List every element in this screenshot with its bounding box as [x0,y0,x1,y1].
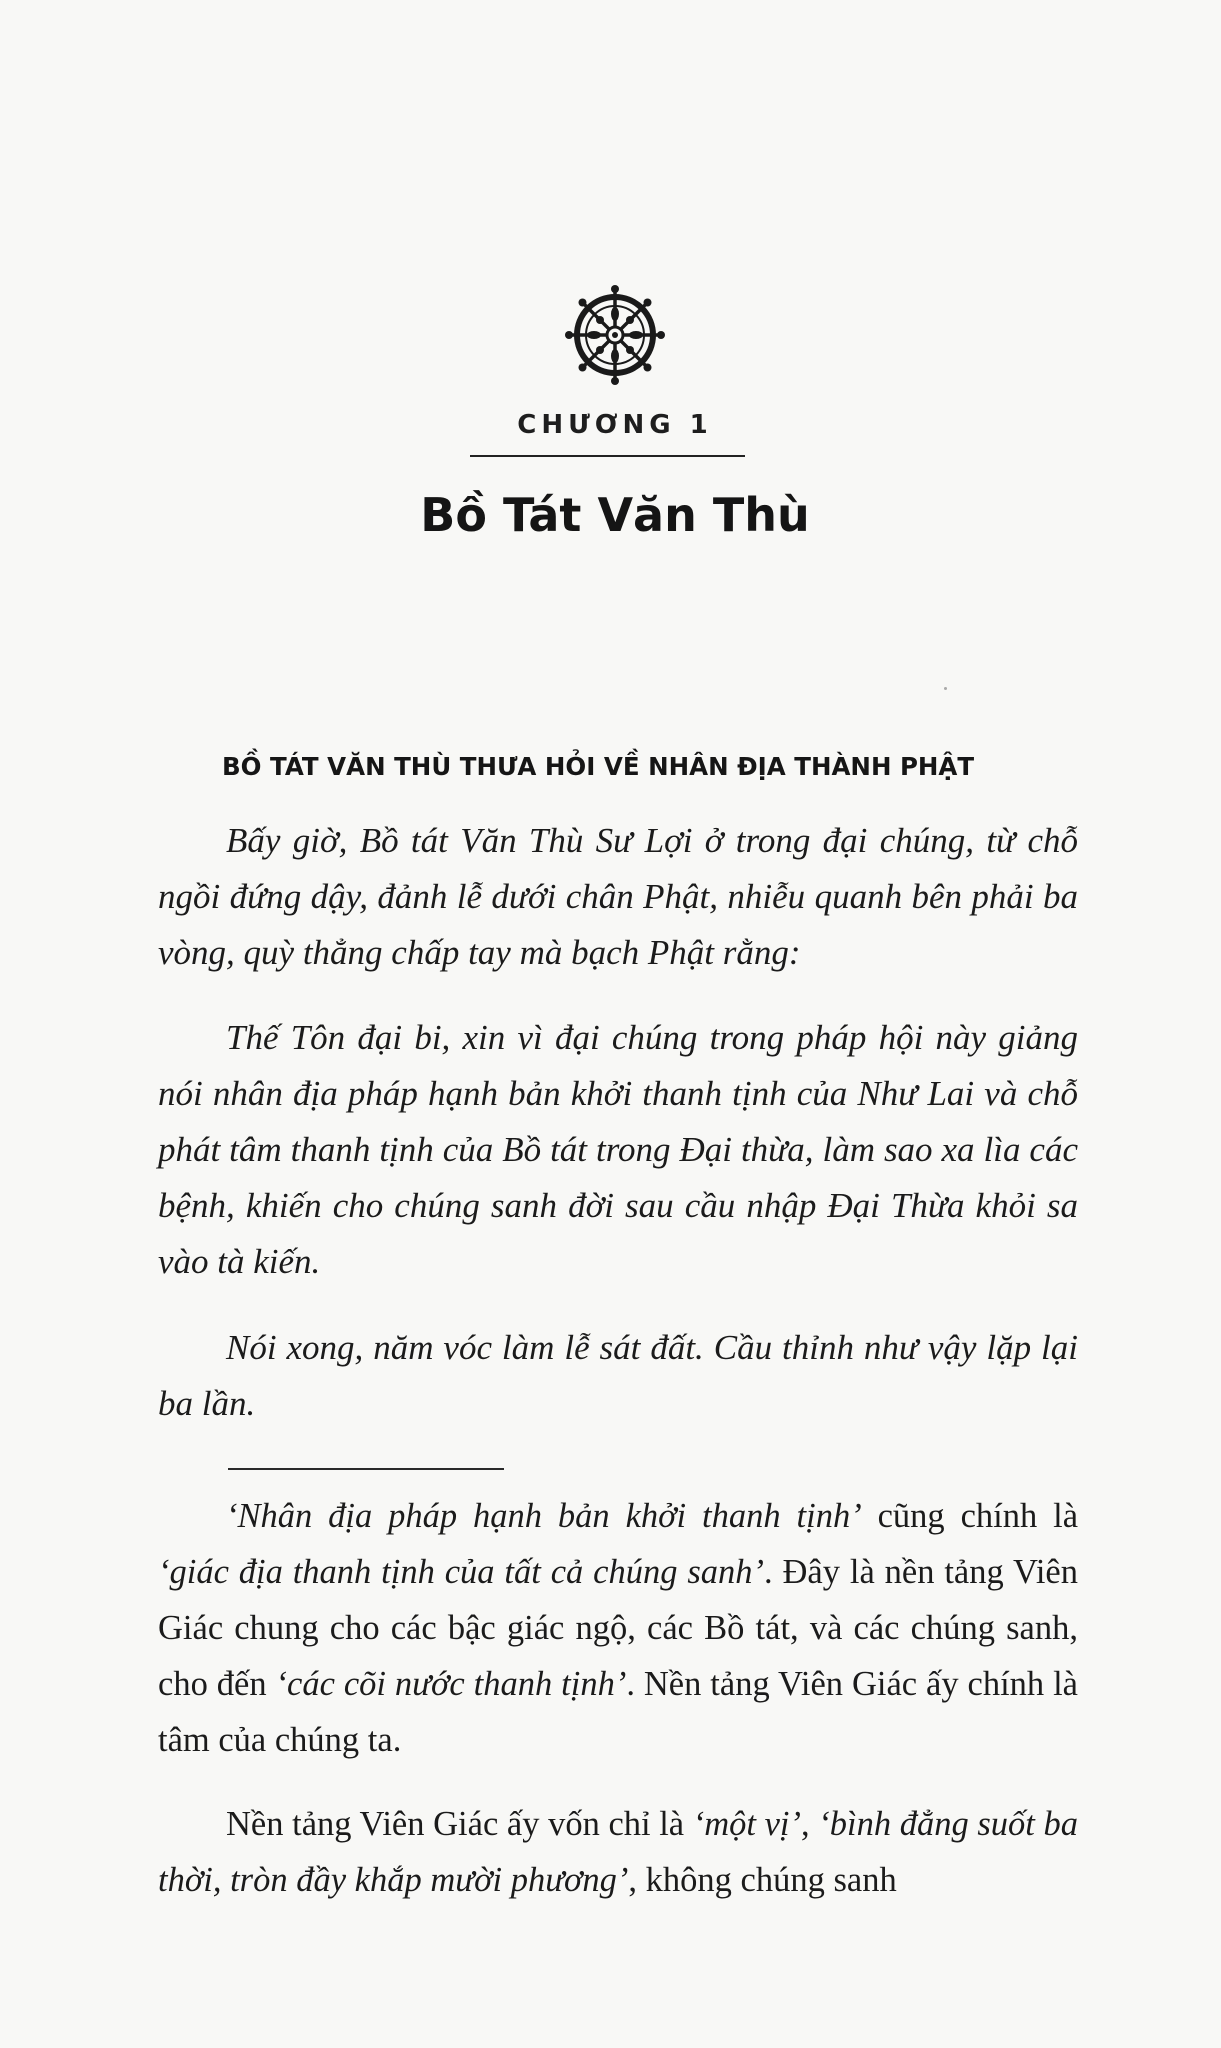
sutra-paragraph-3 [158,1320,1078,1432]
sutra-paragraph-2-text: Thế Tôn đại bi, xin vì đại chúng trong pháp hội này giảng nói nhân địa pháp hạnh bản khởi thanh tịnh của Như Lai và chỗ phát tâm thanh tịnh của Bồ tát trong Đại thừa, làm sao xa lìa các bệnh, khiến cho chúng sanh đời sau cầu nhập Đại Thừa khỏi sa vào tà kiến. [158,1018,1078,1281]
paper-speck [944,687,947,690]
sutra-paragraph-2 [158,1010,1078,1290]
sutra-paragraph-3-text: Nói xong, năm vóc làm lễ sát đất. Cầu thỉnh như vậy lặp lại ba lần. [158,1328,1078,1423]
text-3: . Nền tảng Viên Giác ấy chính là tâm của chúng ta. [158,1665,1078,1759]
quote-2: ‘bình đẳng suốt ba thời, tròn đầy khắp mười phương’ [158,1805,1078,1899]
chapter-title: Bồ Tát Văn Thù [420,488,810,542]
chapter-label: CHƯƠNG 1 [517,410,713,440]
dharma-wheel-icon [560,280,670,390]
quote-2: ‘giác địa thanh tịnh của tất cả chúng sanh’ [158,1553,765,1591]
text-1: Nền tảng Viên Giác ấy vốn chỉ là [226,1805,693,1843]
sutra-paragraph-1 [158,813,1078,981]
text-2: , [801,1805,819,1843]
quote-3: ‘các cõi nước thanh tịnh’ [275,1665,627,1703]
text-2: . Đây là nền tảng Viên Giác chung cho các bậc giác ngộ, các Bồ tát, và các chúng sanh, cho đến [158,1553,1078,1703]
text-3: , không chúng sanh [628,1861,897,1899]
sutra-paragraph-1-text: Bấy giờ, Bồ tát Văn Thù Sư Lợi ở trong đại chúng, từ chỗ ngồi đứng dậy, đảnh lễ dưới chân Phật, nhiễu quanh bên phải ba vòng, quỳ thẳng chấp tay mà bạch Phật rằng: [158,821,1078,972]
section-heading: BỒ TÁT VĂN THÙ THƯA HỎI VỀ NHÂN ĐỊA THÀNH PHẬT [222,752,975,781]
section-divider [228,1468,504,1470]
text-1: cũng chính là [861,1497,1079,1535]
commentary-paragraph-2 [158,1796,1078,1908]
quote-1: ‘Nhân địa pháp hạnh bản khởi thanh tịnh’ [226,1497,862,1535]
chapter-rule [470,455,745,457]
commentary-paragraph-1 [158,1488,1078,1768]
quote-1: ‘một vị’ [692,1805,802,1843]
